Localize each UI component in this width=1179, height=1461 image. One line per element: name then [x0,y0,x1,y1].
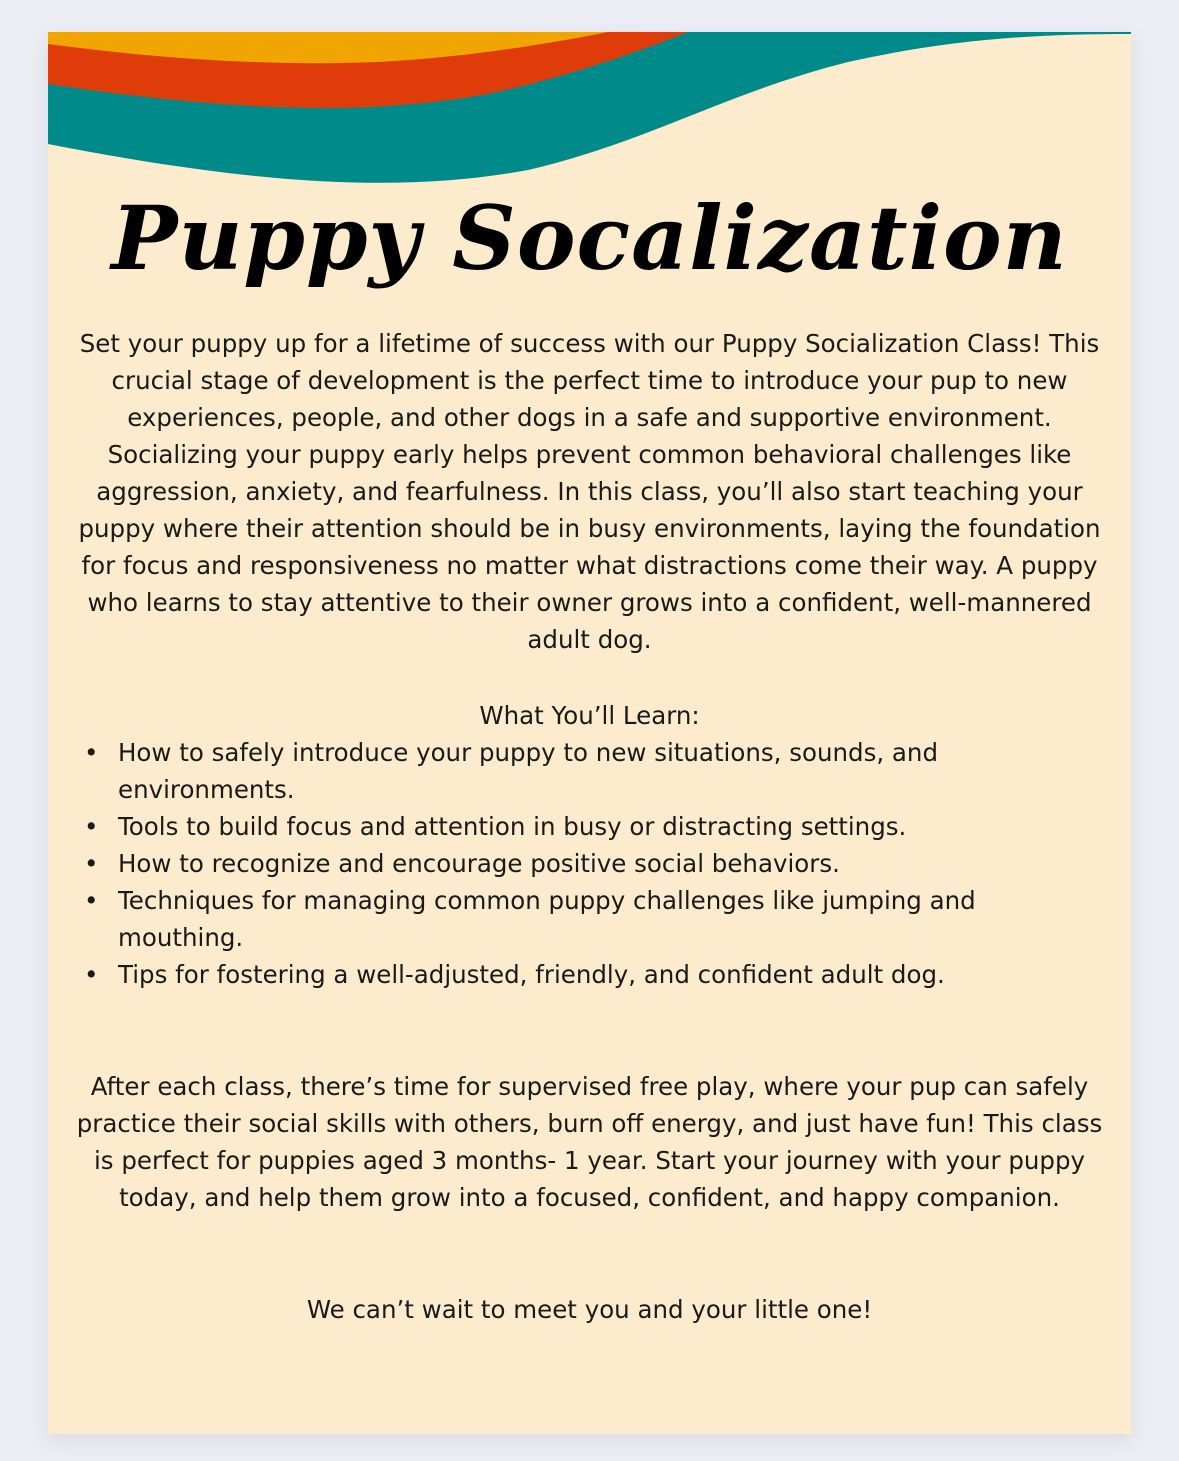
list-item-text: Techniques for managing common puppy challenges like jumping and mouthing. [118,886,976,952]
bullet-icon: • [84,812,99,841]
list-item-text: How to recognize and encourage positive social behaviors. [118,849,840,878]
bullet-icon: • [84,960,99,989]
list-item [84,845,1058,882]
list-item-text: How to safely introduce your puppy to new situations, sounds, and environments. [118,738,939,804]
intro-paragraph: Set your puppy up for a lifetime of success with our Puppy Socialization Class! This crucial stage of development is the perfect time to introduce your pup to new experiences, people, and other dogs in a safe and supportive environment. Socializing your puppy early helps prevent common behavioral challenges like aggression, anxiety, and fearfulness. In this class, you’ll also start teaching your puppy where their attention should be in busy environments, laying the foundation for focus and responsiveness no matter what distractions come their way. A puppy who learns to stay attentive to their owner grows into a confident, well-mannered adult dog. [78,329,1101,654]
page-title: Puppy Socalization [111,186,1068,290]
list-item-text: Tools to build focus and attention in busy or distracting settings. [118,812,907,841]
list-item [84,882,1058,956]
list-item [84,956,1058,993]
bullet-icon: • [84,738,99,767]
learn-list [84,734,1058,993]
closing-line: We can’t wait to meet you and your little one! [306,1295,873,1324]
flyer-page [48,32,1131,1434]
list-item [84,808,1058,845]
list-item [84,734,1058,808]
bullet-icon: • [84,886,99,915]
learn-heading: What You’ll Learn: [479,701,700,730]
list-item-text: Tips for fostering a well-adjusted, friendly, and confident adult dog. [118,960,945,989]
outro-paragraph: After each class, there’s time for supervised free play, where your pup can safely practice their social skills with others, burn off energy, and just have fun! This class is perfect for puppies aged 3 months- 1 year. Start your journey with your puppy today, and help them grow into a focused, confident, and happy companion. [76,1072,1103,1212]
bullet-icon: • [84,849,99,878]
decorative-waves [48,32,1131,202]
